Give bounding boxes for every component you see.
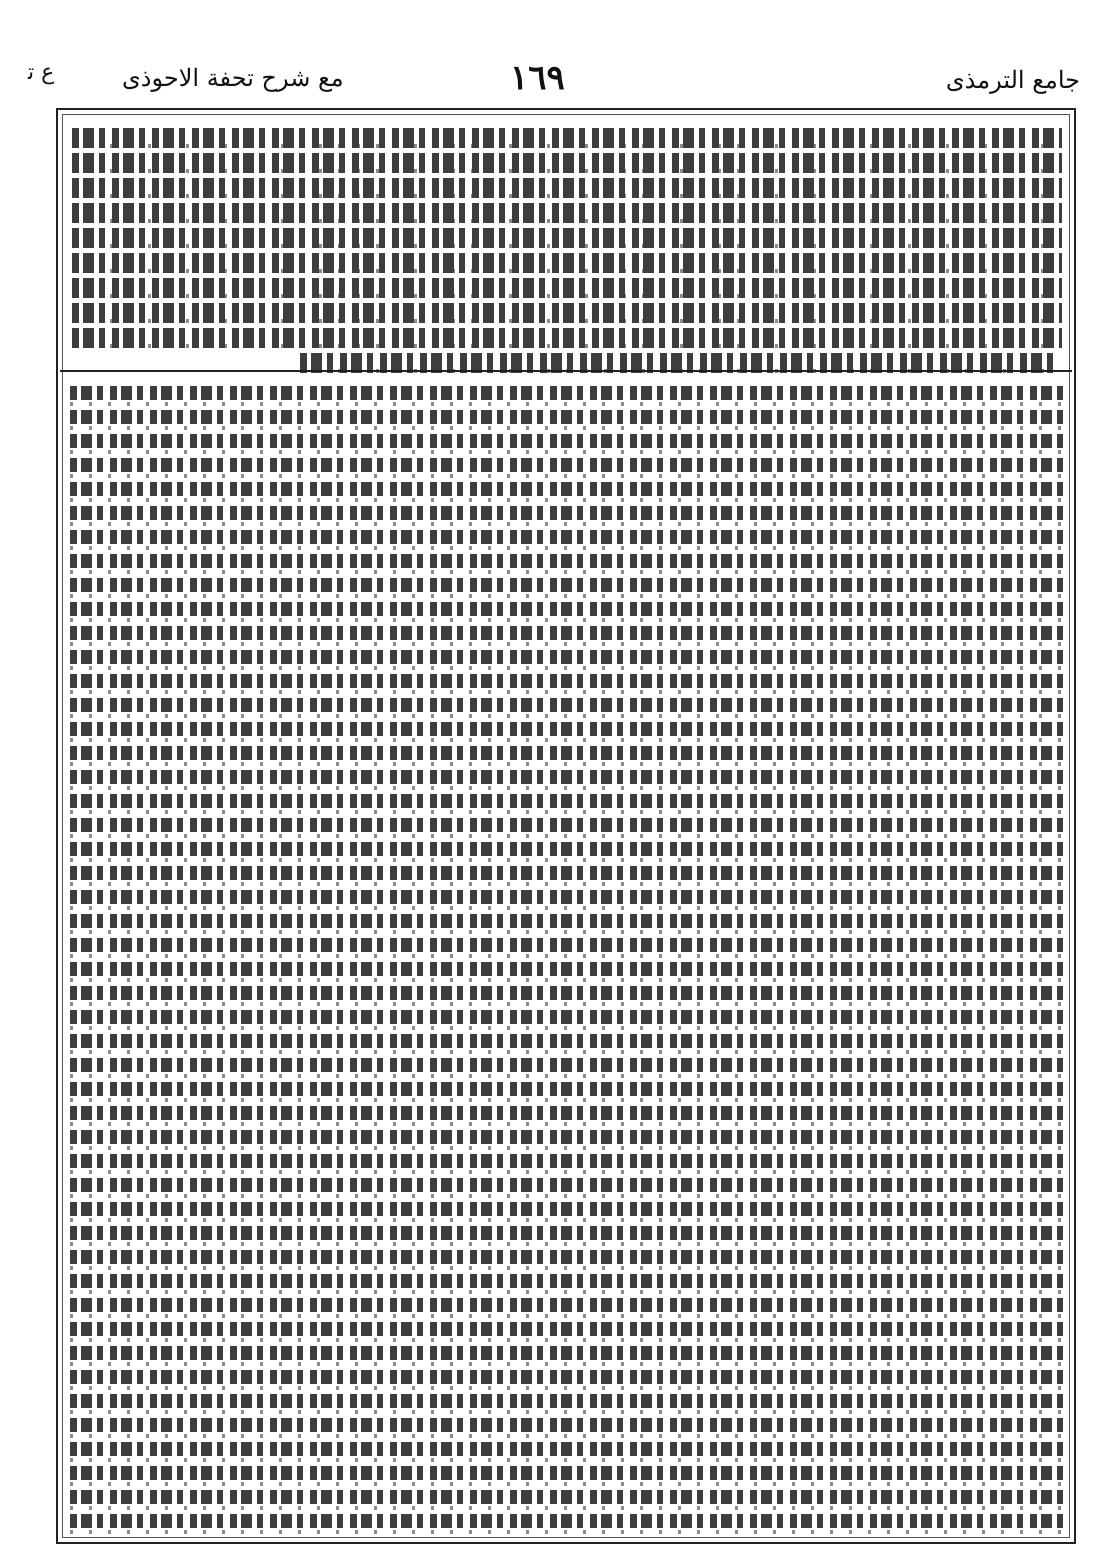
commentary-line bbox=[70, 818, 1064, 832]
commentary-line bbox=[70, 962, 1064, 976]
commentary-line bbox=[70, 602, 1064, 616]
commentary-line bbox=[70, 1250, 1064, 1264]
commentary-line bbox=[70, 1322, 1064, 1336]
commentary-line bbox=[70, 1082, 1064, 1096]
commentary-line bbox=[70, 1058, 1064, 1072]
matn-line bbox=[300, 353, 1060, 373]
matn-line bbox=[72, 153, 1062, 173]
commentary-line bbox=[70, 1370, 1064, 1384]
running-title-right: جامع الترمذی bbox=[945, 66, 1080, 94]
commentary-line bbox=[70, 770, 1064, 784]
commentary-line bbox=[70, 722, 1064, 736]
page-header bbox=[40, 58, 1080, 106]
commentary-line bbox=[70, 1034, 1064, 1048]
running-title-left: مع شرح تحفة الاحوذی bbox=[122, 64, 344, 92]
commentary-line bbox=[70, 986, 1064, 1000]
commentary-line bbox=[70, 1418, 1064, 1432]
commentary-line bbox=[70, 914, 1064, 928]
commentary-line bbox=[70, 842, 1064, 856]
commentary-line bbox=[70, 386, 1064, 400]
commentary-line bbox=[70, 1346, 1064, 1360]
commentary-line bbox=[70, 938, 1064, 952]
commentary-line bbox=[70, 1298, 1064, 1312]
commentary-line bbox=[70, 1010, 1064, 1024]
commentary-line bbox=[70, 482, 1064, 496]
margin-mark: ﻉ ﺗ bbox=[28, 60, 55, 85]
page-number: ١٦٩ bbox=[510, 58, 565, 98]
commentary-line bbox=[70, 458, 1064, 472]
matn-line bbox=[72, 128, 1062, 148]
commentary-line bbox=[70, 1490, 1064, 1504]
matn-line bbox=[72, 253, 1062, 273]
commentary-line bbox=[70, 866, 1064, 880]
matn-line bbox=[72, 303, 1062, 323]
commentary-line bbox=[70, 578, 1064, 592]
commentary-line bbox=[70, 554, 1064, 568]
commentary-line bbox=[70, 1178, 1064, 1192]
commentary-line bbox=[70, 506, 1064, 520]
matn-line bbox=[72, 228, 1062, 248]
matn-line bbox=[72, 178, 1062, 198]
commentary-line bbox=[70, 1202, 1064, 1216]
commentary-line bbox=[70, 1106, 1064, 1120]
commentary-line bbox=[70, 650, 1064, 664]
commentary-line bbox=[70, 794, 1064, 808]
matn-line bbox=[72, 328, 1062, 348]
commentary-line bbox=[70, 1274, 1064, 1288]
commentary-line bbox=[70, 626, 1064, 640]
matn-line bbox=[72, 278, 1062, 298]
commentary-line bbox=[70, 1442, 1064, 1456]
commentary-line bbox=[70, 434, 1064, 448]
commentary-line bbox=[70, 530, 1064, 544]
commentary-line bbox=[70, 1394, 1064, 1408]
commentary-line bbox=[70, 1130, 1064, 1144]
commentary-line bbox=[70, 890, 1064, 904]
commentary-line bbox=[70, 1466, 1064, 1480]
commentary-line bbox=[70, 674, 1064, 688]
matn-line bbox=[72, 203, 1062, 223]
commentary-line bbox=[70, 698, 1064, 712]
commentary-line bbox=[70, 1226, 1064, 1240]
commentary-line bbox=[70, 746, 1064, 760]
commentary-line bbox=[70, 1514, 1064, 1528]
commentary-line bbox=[70, 410, 1064, 424]
commentary-line bbox=[70, 1154, 1064, 1168]
